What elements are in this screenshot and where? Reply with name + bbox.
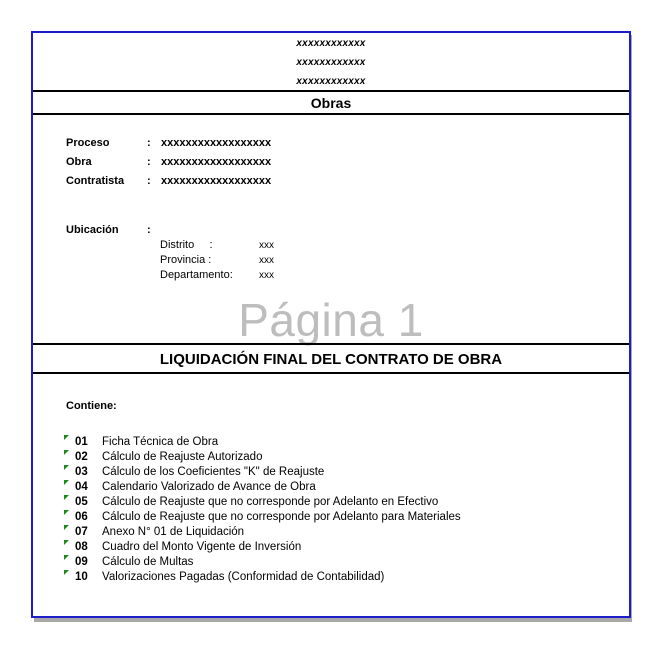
field-value-contratista: xxxxxxxxxxxxxxxxxx — [161, 175, 272, 187]
item-text: Cálculo de Reajuste que no corresponde por Adelanto para Materiales — [102, 511, 461, 523]
field-label-contratista: Contratista — [66, 175, 125, 187]
page-title: Obras — [310, 95, 352, 111]
field-colon: : — [147, 224, 151, 236]
item-number: 03 — [75, 466, 88, 478]
item-text: Anexo N° 01 de Liquidación — [102, 526, 245, 538]
page-watermark: Página 1 — [238, 294, 424, 346]
item-number: 01 — [75, 436, 88, 448]
cell-marker-icon — [64, 480, 69, 485]
header-code: xxxxxxxxxxxx — [296, 38, 366, 49]
item-text: Calendario Valorizado de Avance de Obra — [102, 481, 316, 493]
ubicacion-provincia-value: xxx — [259, 255, 274, 266]
item-number: 02 — [75, 451, 88, 463]
header-code: xxxxxxxxxxxx — [296, 57, 366, 68]
cell-marker-icon — [64, 525, 69, 530]
item-text: Ficha Técnica de Obra — [102, 436, 219, 448]
divider — [33, 113, 629, 115]
cell-marker-icon — [64, 555, 69, 560]
divider — [33, 90, 629, 92]
item-number: 05 — [75, 496, 88, 508]
ubicacion-distrito-label: Distrito : — [160, 239, 213, 251]
item-text: Valorizaciones Pagadas (Conformidad de Contabilidad) — [102, 571, 385, 583]
item-number: 10 — [75, 571, 88, 583]
cell-marker-icon — [64, 495, 69, 500]
cell-marker-icon — [64, 465, 69, 470]
field-colon: : — [147, 175, 151, 187]
item-number: 08 — [75, 541, 88, 553]
field-label-proceso: Proceso — [66, 137, 110, 149]
cell-marker-icon — [64, 510, 69, 515]
divider — [33, 372, 629, 374]
item-text: Cuadro del Monto Vigente de Inversión — [102, 541, 302, 553]
cell-marker-icon — [64, 450, 69, 455]
document-page — [31, 31, 631, 618]
field-value-proceso: xxxxxxxxxxxxxxxxxx — [161, 137, 272, 149]
ubicacion-provincia-label: Provincia : — [160, 254, 212, 266]
ubicacion-departamento-value: xxx — [259, 270, 274, 281]
item-text: Cálculo de Reajuste que no corresponde por Adelanto en Efectivo — [102, 496, 439, 508]
item-number: 07 — [75, 526, 88, 538]
ubicacion-departamento-label: Departamento: — [160, 269, 233, 281]
section-title: LIQUIDACIÓN FINAL DEL CONTRATO DE OBRA — [159, 351, 503, 368]
item-number: 06 — [75, 511, 88, 523]
field-colon: : — [147, 137, 151, 149]
field-label-ubicacion: Ubicación — [66, 224, 119, 236]
cell-marker-icon — [64, 570, 69, 575]
cell-marker-icon — [64, 435, 69, 440]
contents-heading: Contiene: — [66, 400, 117, 412]
item-text: Cálculo de los Coeficientes "K" de Reajuste — [102, 466, 325, 478]
item-text: Cálculo de Reajuste Autorizado — [102, 451, 263, 463]
header-code: xxxxxxxxxxxx — [296, 76, 366, 87]
ubicacion-distrito-value: xxx — [259, 240, 274, 251]
item-text: Cálculo de Multas — [102, 556, 194, 568]
field-label-obra: Obra — [66, 156, 92, 168]
field-colon: : — [147, 156, 151, 168]
cell-marker-icon — [64, 540, 69, 545]
item-number: 09 — [75, 556, 88, 568]
item-number: 04 — [75, 481, 88, 493]
field-value-obra: xxxxxxxxxxxxxxxxxx — [161, 156, 272, 168]
divider — [33, 343, 629, 345]
